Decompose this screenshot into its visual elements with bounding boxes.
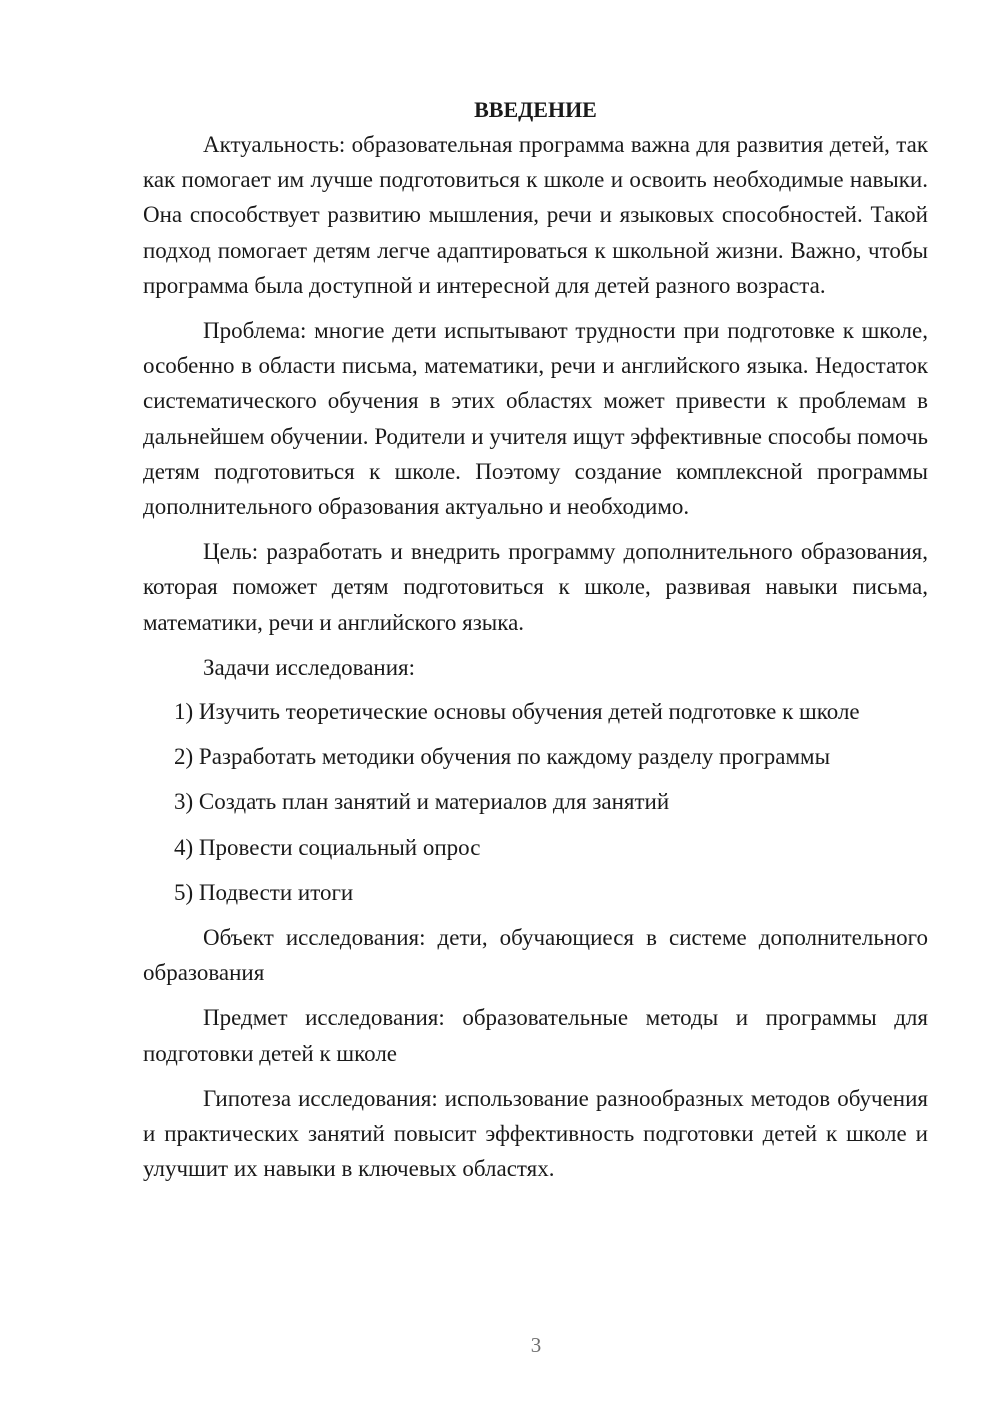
task-item: 5) Подвести итоги	[174, 879, 354, 905]
hypothesis-paragraph: Гипотеза исследования: использование разнообразных методов обучения и практических занятий повысит эффективность подготовки детей к школе и улучшит их навыки в ключевых областях.	[143, 1085, 928, 1182]
task-item: 3) Создать план занятий и материалов для занятий	[174, 789, 670, 815]
tasks-list	[143, 694, 928, 910]
goal-paragraph: Цель: разработать и внедрить программу дополнительного образования, которая поможет детям подготовиться к школе, развивая навыки письма, математики, речи и английского языка.	[143, 539, 928, 635]
page-number: 3	[530, 1333, 542, 1357]
task-item: 4) Провести социальный опрос	[174, 834, 481, 860]
relevance-paragraph: Актуальность: образовательная программа важна для развития детей, так как помогает им лучше подготовиться к школе и освоить необходимые навыки. Она способствует развитию мышления, речи и языковых способностей. Такой подход помогает детям легче адаптироваться к школьной жизни. Важно, чтобы программа была доступной и интересной для детей разного возраста.	[143, 132, 928, 298]
object-paragraph: Объект исследования: дети, обучающиеся в системе дополнительного образования	[143, 925, 928, 986]
task-item: 1) Изучить теоретические основы обучения детей подготовке к школе	[174, 699, 860, 725]
page-title: ВВЕДЕНИЕ	[474, 97, 597, 122]
problem-paragraph: Проблема: многие дети испытывают трудности при подготовке к школе, особенно в области письма, математики, речи и английского языка. Недостаток систематического обучения в этих областях может привести к проблемам в дальнейшем обучении. Родители и учителя ищут эффективные способы помочь детям подготовиться к школе. Поэтому создание комплексной программы дополнительного образования актуально и необходимо.	[143, 318, 928, 520]
document-body	[143, 92, 928, 1186]
task-item: 2) Разработать методики обучения по каждому разделу программы	[174, 744, 831, 770]
tasks-heading: Задачи исследования:	[203, 654, 416, 680]
subject-paragraph: Предмет исследования: образовательные методы и программы для подготовки детей к школе	[143, 1005, 928, 1066]
